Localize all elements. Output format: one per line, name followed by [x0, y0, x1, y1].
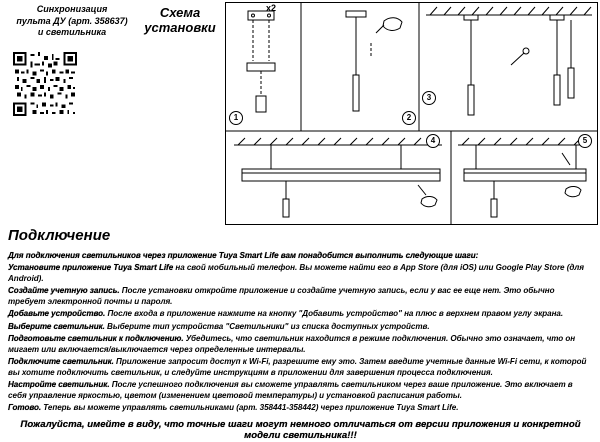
step-text	[8, 334, 593, 356]
step-rest: После установки откройте приложение и создайте учетную запись, если у вас ее еще нет. Это обычно требует электронной почты и пароля.	[8, 286, 555, 306]
connection-title: Подключение	[8, 227, 111, 244]
qr-code	[13, 52, 77, 116]
intro-text: Для подключения светильников через приложение Tuya Smart Life вам понадобится выполнить следующие шаги:	[8, 251, 479, 260]
step-lead: Настройте светильник.	[8, 379, 110, 389]
step-lead: Добавьте устройство.	[8, 309, 106, 319]
sync-title-line: пульта ДУ (арт. 358637)	[16, 15, 128, 26]
step-lead: Установите приложение Tuya Smart Life	[8, 263, 174, 273]
step-number-badge: 4	[426, 134, 440, 148]
step-text	[8, 380, 593, 402]
sync-title-line: и светильника	[37, 27, 107, 38]
step-rest: После успешного подключения вы сможете управлять светильником через ваше приложение. Это включает в себя управление яркостью, цветом (изменением цветовой температуры) и установкой расписания работы.	[8, 379, 573, 400]
scheme-title-line: Схема	[159, 5, 201, 20]
step-number-badge: 2	[402, 111, 416, 125]
step-lead: Подготовьте светильник к подключению.	[8, 333, 184, 343]
connection-section	[8, 227, 593, 442]
step-number-badge: 3	[422, 91, 436, 105]
step-rest: Теперь вы можете управлять светильниками (арт. 358441-358442) через приложение Tuya Smart Life.	[41, 402, 459, 412]
scheme-title	[136, 6, 224, 36]
step-rest: на свой мобильный телефон. Вы можете найти его в App Store (для iOS) или Google Play Store (для Android).	[8, 263, 584, 283]
installation-diagram	[225, 2, 598, 225]
step-lead: Готово.	[8, 402, 42, 412]
step-text	[8, 286, 593, 308]
step-rest: Выберите тип устройства "Светильники" из списка доступных устройств.	[104, 321, 430, 331]
quantity-label: x2	[266, 3, 277, 13]
footer-note: Пожалуйста, имейте в виду, что точные шаги могут немного отличаться от версии приложения и конкретной модели светильника!!!	[20, 418, 581, 441]
step-rest: Приложение запросит доступ к Wi-Fi, разрешите ему это. Затем введите учетные данные Wi-Fi сети, к которой вы хотите подключить светильник, и следуйте инструкциям в приложении для завершения процесса подключения.	[8, 356, 587, 377]
step-lead: Подключите светильник.	[8, 356, 114, 366]
step-number-badge: 1	[229, 111, 243, 125]
step-text	[8, 357, 593, 379]
step-text	[8, 322, 593, 333]
step-number-badge: 5	[578, 134, 592, 148]
step-rest: После входа в приложение нажмите на кнопку "Добавить устройство" на плюс в верхнем правом углу экрана.	[105, 309, 564, 319]
sync-title-line: Синхронизация	[36, 4, 108, 14]
step-rest: Убедитесь, что светильник находится в режиме подключения. Обычно это означает, что он мигает или включается/выключается через определенные интервалы.	[8, 333, 576, 354]
sync-title	[2, 4, 142, 39]
scheme-title-line: установки	[144, 19, 216, 35]
step-lead: Выберите светильник.	[8, 321, 105, 331]
step-text	[8, 309, 593, 320]
step-text	[8, 263, 593, 285]
step-lead: Создайте учетную запись.	[8, 286, 120, 296]
